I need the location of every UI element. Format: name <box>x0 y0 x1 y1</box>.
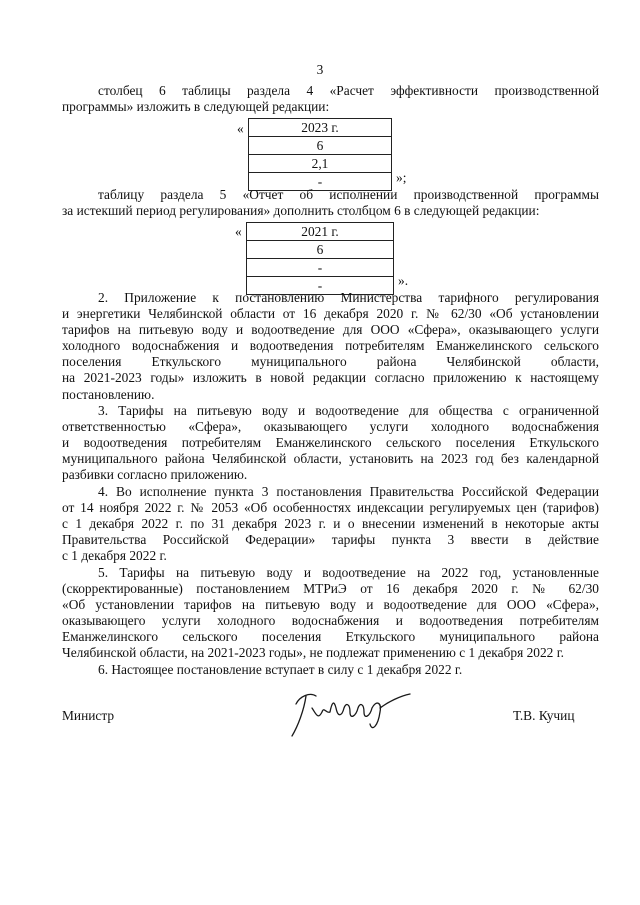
paragraph-4 <box>62 484 599 564</box>
paragraph-3-line: муниципального района Челябинской области, установить на 2023 год без календарной <box>62 451 599 467</box>
paragraph-2-line: холодного водоснабжения и водоотведения потребителям Еманжелинского сельского <box>62 338 599 354</box>
table-2-cell: - <box>247 259 394 277</box>
page-number: 3 <box>316 62 324 77</box>
table-1-close-quote: »; <box>396 170 407 185</box>
table-2-cell: - <box>247 277 394 295</box>
paragraph-4-line: с 1 декабря 2022 г. <box>62 548 167 564</box>
table-2-cell: 2021 г. <box>247 223 394 241</box>
paragraph-4-line: Правительства Российской Федерации» тарифы пункта 3 ввести в действие <box>62 532 599 548</box>
paragraph-2-line: на 2021-2023 годы» изложить в новой редакции согласно приложению к настоящему <box>62 370 599 386</box>
paragraph-2-line: 2. Приложение к постановлению Министерства тарифного регулирования <box>98 290 599 305</box>
paragraph-3-line: 3. Тарифы на питьевую воду и водоотведение для общества с ограниченной <box>98 403 599 418</box>
handwritten-signature <box>282 682 422 742</box>
paragraph-2-line: тарифов на питьевую воду и водоотведение для ООО «Сфера», оказывающего услуги <box>62 322 599 338</box>
signer-name: Т.В. Кучиц <box>513 708 575 723</box>
paragraph-3 <box>62 403 599 483</box>
paragraph-5-line: 5. Тарифы на питьевую воду и водоотведение на 2022 год, установленные <box>98 565 599 580</box>
intro-1-line: столбец 6 таблицы раздела 4 «Расчет эффективности производственной <box>98 83 599 98</box>
table-1-cell: 2,1 <box>249 155 392 173</box>
paragraph-5 <box>62 565 599 662</box>
table-1-cell: 6 <box>249 137 392 155</box>
paragraph-2-line: постановлению. <box>62 386 155 402</box>
intro-2-line: таблицу раздела 5 «Отчет об исполнении производственной программы <box>98 187 599 202</box>
paragraph-3-line: и водоотведения потребителям Еманжелинского сельского поселения Еткульского <box>62 435 599 451</box>
paragraph-2-line: и энергетики Челябинской области от 16 декабря 2020 г. № 62/30 «Об установлении <box>62 306 599 322</box>
table-1-cell: - <box>249 173 392 191</box>
paragraph-4-line: с 1 декабря 2022 г. по 31 декабря 2023 г. и о внесении изменений в некоторые акты <box>62 516 599 532</box>
paragraph-2-line: поселения Еткульского муниципального района Челябинской области, <box>62 354 599 370</box>
paragraph-3-line: ответственностью «Сфера», оказывающего услуги холодного водоснабжения <box>62 419 599 435</box>
table-1 <box>248 118 392 191</box>
intro-2 <box>62 187 599 219</box>
signer-title: Министр <box>62 708 115 723</box>
paragraph-6-line: 6. Настоящее постановление вступает в силу с 1 декабря 2022 г. <box>98 662 463 677</box>
table-1-cell: 2023 г. <box>249 119 392 137</box>
paragraph-5-line: оказывающего услуги холодного водоснабжения и водоотведения потребителям <box>62 613 599 629</box>
intro-2-line: за истекший период регулирования» дополнить столбцом 6 в следующей редакции: <box>62 203 540 219</box>
table-2 <box>246 222 394 295</box>
paragraph-6 <box>62 662 599 678</box>
intro-1 <box>62 83 599 115</box>
paragraph-5-line: Челябинской области, на 2021-2023 годы», не подлежат применению с 1 декабря 2022 г. <box>62 645 565 661</box>
paragraph-4-line: 4. Во исполнение пункта 3 постановления Правительства Российской Федерации <box>98 484 599 499</box>
paragraph-5-line: Еманжелинского сельского поселения Еткульского муниципального района <box>62 629 599 645</box>
table-2-close-quote: ». <box>398 273 409 288</box>
table-1-open-quote: « <box>237 121 244 136</box>
table-2-open-quote: « <box>235 224 242 239</box>
paragraph-2 <box>62 290 599 403</box>
paragraph-3-line: разбивки согласно приложению. <box>62 467 248 483</box>
intro-1-line: программы» изложить в следующей редакции: <box>62 99 330 115</box>
table-2-cell: 6 <box>247 241 394 259</box>
paragraph-5-line: (скорректированные) постановлением МТРиЭ от 16 декабря 2020 г. № 62/30 <box>62 581 599 597</box>
paragraph-4-line: от 14 ноября 2022 г. № 2053 «Об особенностях индексации регулируемых цен (тарифов) <box>62 500 599 516</box>
paragraph-5-line: «Об установлении тарифов на питьевую воду и водоотведение для ООО «Сфера», <box>62 597 599 613</box>
